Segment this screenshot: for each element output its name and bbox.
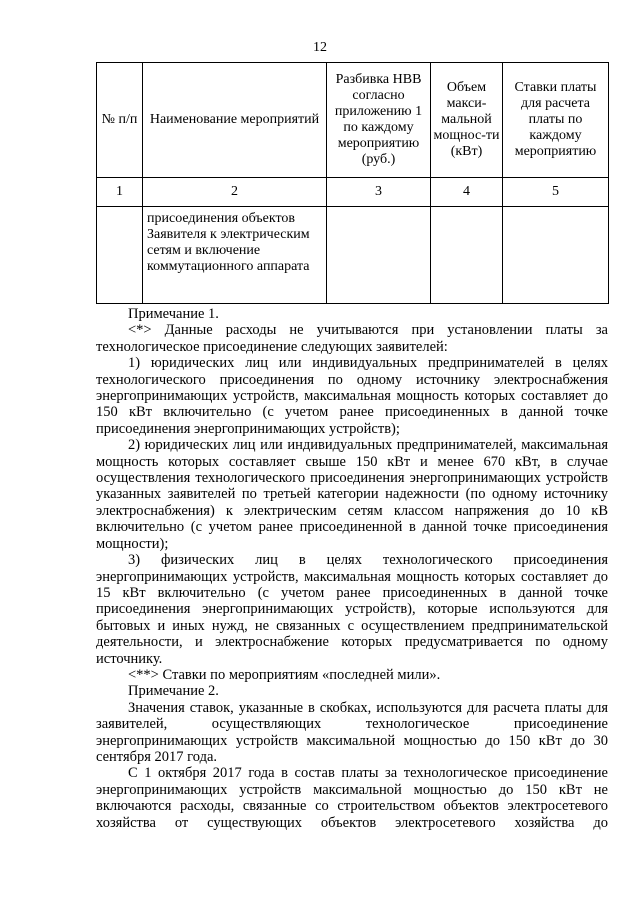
row-number-cell (97, 207, 143, 304)
column-number-row (97, 178, 609, 207)
note-1-item-3: 3) физических лиц в целях технологического присоединения энергопринимающих устройств, максимальная мощность которых составляет до 15 кВт включительно (с учетом ранее присоединенных в данной точке присоединения энергопринимающих устройств), которые используются для бытовых и иных нужд, не связанных с осуществлением предпринимательской деятельности, и электроснабжение которых предусматривается по одному источнику. (96, 552, 608, 667)
note-1-intro: <*> Данные расходы не учитываются при установлении платы за технологическое присоединение следующих заявителей: (96, 322, 608, 355)
row-nvv-cell (327, 207, 431, 304)
page-number: 12 (313, 40, 327, 55)
rates-table (96, 62, 609, 304)
header-number: № п/п (97, 63, 143, 178)
column-number: 5 (503, 178, 609, 207)
note-2-bracket-values: Значения ставок, указанные в скобках, используются для расчета платы для заявителей, осуществляющих технологическое присоединение энергопринимающих устройств максимальной мощностью до 150 кВт до 30 сентября 2017 года. (96, 699, 608, 765)
notes-text (96, 306, 608, 831)
note-1-item-2: 2) юридических лиц или индивидуальных предпринимателей, максимальная мощность которых составляет свыше 150 кВт и менее 670 кВт, в случае осуществления технологического присоединения энергопринимающих устройств указанных заявителей по третьей категории надежности (по одному источнику электроснабжения) к электрическим сетям классом напряжения до 10 кВ включительно (с учетом ранее присоединенной в данной точке присоединения мощности); (96, 437, 608, 552)
note-2-heading: Примечание 2. (128, 683, 219, 700)
row-rate-cell (503, 207, 609, 304)
column-number: 4 (431, 178, 503, 207)
header-activity-name: Наименование мероприятий (143, 63, 327, 178)
column-number: 1 (97, 178, 143, 207)
note-last-mile: <**> Ставки по мероприятиям «последней мили». (128, 666, 441, 683)
note-1-item-1: 1) юридических лиц или индивидуальных предпринимателей в целях технологического присоединения по одному источнику электроснабжения энергопринимающих устройств, максимальная мощность которых составляет до 150 кВт включительно (с учетом ранее присоединенных в данной точке присоединения энергопринимающих устройств); (96, 355, 608, 437)
column-number: 3 (327, 178, 431, 207)
table-header-row (97, 63, 609, 178)
row-activity-name: присоединения объектов Заявителя к электрическим сетям и включение коммутационного аппарата (143, 207, 327, 304)
column-number: 2 (143, 178, 327, 207)
header-rates: Ставки платы для расчета платы по каждому мероприятию (503, 63, 609, 178)
header-nvv-breakdown: Разбивка НВВ согласно приложению 1 по каждому мероприятию (руб.) (327, 63, 431, 178)
note-2-october-2017: С 1 октября 2017 года в состав платы за технологическое присоединение энергопринимающих устройств максимальной мощностью до 150 кВт не включаются расходы, связанные со строительством объектов электросетевого хозяйства от существующих объектов электросетевого хозяйства до (96, 765, 608, 831)
note-1-heading: Примечание 1. (128, 306, 219, 322)
row-power-cell (431, 207, 503, 304)
table-row (97, 207, 609, 304)
header-max-power: Объем макси-мальной мощнос-ти (кВт) (431, 63, 503, 178)
